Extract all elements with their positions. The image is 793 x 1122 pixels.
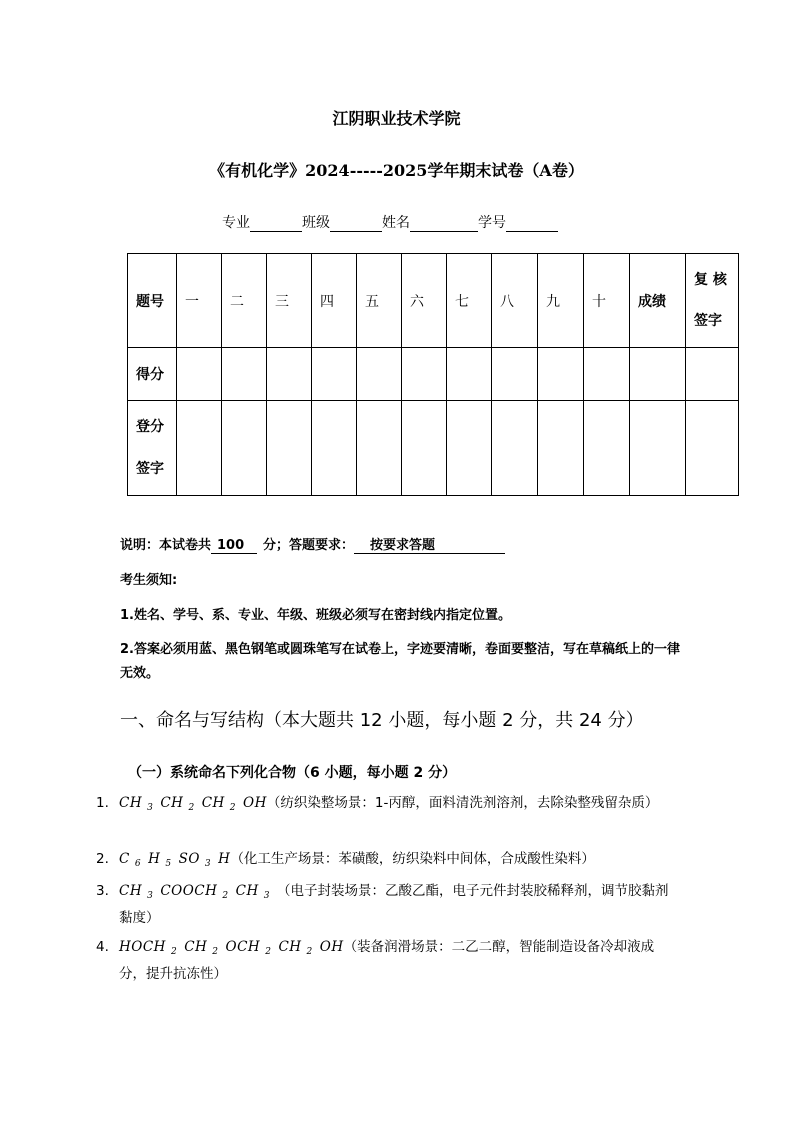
formula-subscript: 2: [212, 947, 219, 957]
formula-part: HOCH: [119, 939, 166, 955]
score-cell[interactable]: [177, 348, 222, 401]
signer-row: [128, 401, 739, 496]
header-cell: 九: [538, 254, 584, 348]
formula-part: CH: [201, 795, 225, 811]
signer-cell[interactable]: [447, 401, 492, 496]
header-cell: 十: [584, 254, 630, 348]
total-score: 100: [211, 538, 257, 554]
score-cell[interactable]: [492, 348, 538, 401]
question-item: [96, 880, 676, 929]
signature-label: 签字: [694, 312, 722, 329]
question-number: 4.: [96, 939, 109, 955]
field-class-label: 班级: [302, 215, 330, 231]
desc-mid: 分；答题要求：: [263, 538, 355, 553]
score-label: 得分: [128, 348, 177, 401]
score-cell[interactable]: [357, 348, 402, 401]
question-number: 2.: [96, 851, 109, 867]
question-description: （电子封装场景：乙酸乙酯，电子元件封装胶稀释剂，调节胶黏剂黏度）: [119, 883, 669, 926]
signer-cell[interactable]: [402, 401, 447, 496]
question-number: 3.: [96, 883, 109, 899]
review-signature-header: [686, 254, 739, 348]
formula-part: CH: [160, 795, 184, 811]
formula-part: SO: [178, 851, 200, 867]
signer-cell[interactable]: [630, 401, 686, 496]
header-cell: 成绩: [630, 254, 686, 348]
header-cell: 一: [177, 254, 222, 348]
formula-part: H: [218, 851, 231, 867]
formula-subscript: 2: [229, 803, 237, 813]
question-number: 1.: [96, 795, 109, 811]
score-cell[interactable]: [267, 348, 312, 401]
formula-part: C: [119, 851, 130, 867]
class-blank[interactable]: [330, 215, 382, 232]
score-cell[interactable]: [686, 348, 739, 401]
question-item: [96, 792, 676, 819]
score-table: [127, 253, 739, 496]
section-title: 一、命名与写结构（本大题共 12 小题，每小题 2 分，共 24 分）: [120, 710, 644, 731]
signer-cell[interactable]: [267, 401, 312, 496]
header-cell: 五: [357, 254, 402, 348]
signer-cell[interactable]: [222, 401, 267, 496]
field-major-label: 专业: [222, 215, 250, 231]
formula-subscript: 3: [147, 803, 154, 813]
formula-subscript: 2: [265, 947, 272, 957]
formula-part: OH: [243, 795, 267, 811]
formula-part: OCH: [225, 939, 261, 955]
question-body: [119, 936, 676, 985]
chemical-formula: [119, 851, 230, 867]
id-blank[interactable]: [506, 215, 558, 232]
formula-subscript: 2: [170, 947, 178, 957]
signer-cell[interactable]: [538, 401, 584, 496]
name-blank[interactable]: [410, 215, 478, 232]
question-item: [96, 936, 676, 985]
header-cell: 三: [267, 254, 312, 348]
answer-requirement: 按要求答题: [354, 534, 505, 554]
signer-cell[interactable]: [686, 401, 739, 496]
signer-label: [128, 401, 177, 496]
notice-title: 考生须知:: [120, 573, 178, 588]
header-cell: 二: [222, 254, 267, 348]
exam-description: [120, 534, 505, 554]
formula-subscript: 3: [263, 891, 270, 901]
major-blank[interactable]: [250, 215, 302, 232]
formula-subscript: 3: [204, 859, 212, 869]
formula-part: CH: [119, 883, 143, 899]
header-cell: 六: [402, 254, 447, 348]
desc-prefix: 说明：本试卷共: [120, 538, 212, 553]
field-name-label: 姓名: [382, 215, 410, 231]
score-cell[interactable]: [584, 348, 630, 401]
formula-subscript: 2: [222, 891, 229, 901]
formula-part: CH: [235, 883, 259, 899]
subsection-title: （一）系统命名下列化合物（6 小题，每小题 2 分）: [128, 765, 457, 781]
question-description: （纺织染整场景：1-丙醇，面料清洗剂溶剂，去除染整残留杂质）: [266, 795, 659, 811]
chemical-formula: [119, 939, 344, 955]
score-cell[interactable]: [222, 348, 267, 401]
formula-subscript: 5: [165, 859, 172, 869]
question-item: [96, 848, 676, 875]
question-body: [119, 792, 676, 819]
review-label: 复 核: [694, 271, 727, 288]
notice-1: 1.姓名、学号、系、专业、年级、班级必须写在密封线内指定位置。: [120, 608, 511, 623]
student-info-line: [222, 212, 558, 232]
signer-label-line1: 登分: [136, 419, 164, 435]
signer-label-line2: 签字: [136, 461, 164, 477]
signer-cell[interactable]: [584, 401, 630, 496]
exam-title: 《有机化学》2024-----2025学年期末试卷（A卷）: [209, 161, 584, 180]
score-cell[interactable]: [630, 348, 686, 401]
formula-part: OH: [319, 939, 344, 955]
formula-part: COOCH: [160, 883, 218, 899]
formula-subscript: 6: [134, 859, 142, 869]
signer-cell[interactable]: [492, 401, 538, 496]
formula-part: CH: [119, 795, 143, 811]
question-description: （化工生产场景：苯磺酸，纺织染料中间体，合成酸性染料）: [230, 851, 595, 867]
formula-subscript: 2: [306, 947, 313, 957]
chemical-formula: [119, 883, 277, 899]
question-body: [119, 848, 676, 875]
signer-cell[interactable]: [177, 401, 222, 496]
signer-cell[interactable]: [357, 401, 402, 496]
chemical-formula: [119, 795, 267, 811]
signer-cell[interactable]: [312, 401, 357, 496]
question-body: [119, 880, 676, 929]
score-cell[interactable]: [312, 348, 357, 401]
score-cell[interactable]: [447, 348, 492, 401]
field-id-label: 学号: [478, 215, 506, 231]
question-number-row: [128, 254, 739, 348]
formula-part: CH: [278, 939, 302, 955]
formula-part: H: [148, 851, 161, 867]
score-cell[interactable]: [402, 348, 447, 401]
header-cell: 七: [447, 254, 492, 348]
header-cell: 四: [312, 254, 357, 348]
formula-part: CH: [184, 939, 208, 955]
question-description: （装备润滑场景：二乙二醇，智能制造设备冷却液成分，提升抗冻性）: [119, 939, 655, 982]
school-name: 江阴职业技术学院: [332, 109, 461, 128]
header-cell: 八: [492, 254, 538, 348]
notice-2: 2.答案必须用蓝、黑色钢笔或圆珠笔写在试卷上，字迹要清晰，卷面要整洁，写在草稿纸上的一律无效。: [120, 642, 680, 681]
formula-subscript: 3: [147, 891, 154, 901]
score-cell[interactable]: [538, 348, 584, 401]
header-cell: 题号: [128, 254, 177, 348]
formula-subscript: 2: [188, 803, 195, 813]
score-row: [128, 348, 739, 401]
